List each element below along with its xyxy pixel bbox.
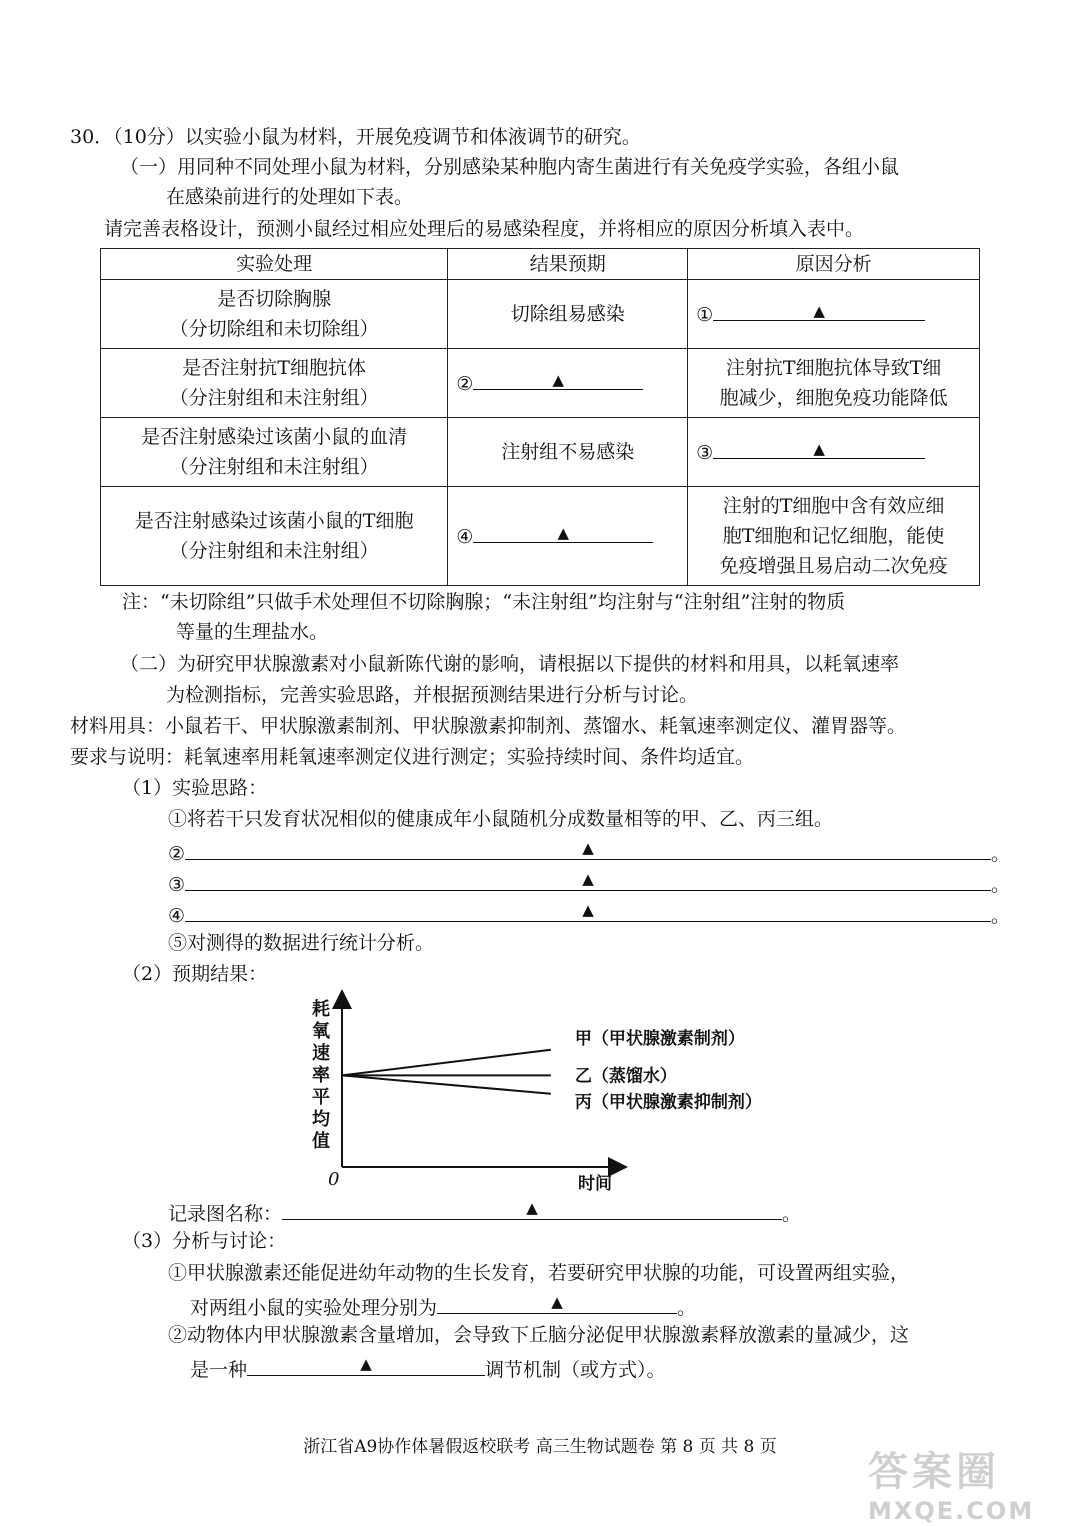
watermark-top: 答案圈	[868, 1449, 1000, 1495]
period: 。	[991, 843, 1011, 865]
result-cell	[448, 349, 688, 418]
treatment-note: （分注射组和未注射组）	[169, 387, 379, 409]
step-5: ⑤对测得的数据进行统计分析。	[168, 932, 435, 954]
series-label: 甲（甲状腺激素制剂）	[574, 1028, 745, 1049]
answer-blank[interactable]	[713, 298, 925, 321]
treatment-note: （分注射组和未注射组）	[169, 456, 379, 478]
requirements-line: 要求与说明：耗氧速率用耗氧速率测定仪进行测定；实验持续时间、条件均适宜。	[70, 746, 755, 768]
triangle-icon: ▲	[582, 839, 594, 857]
origin-label: 0	[328, 1169, 340, 1190]
triangle-icon: ▲	[551, 1293, 563, 1311]
page-footer: 浙江省A9协作体暑假返校联考 高三生物试题卷 第 8 页 共 8 页	[303, 1437, 777, 1457]
part1-line3: 请完善表格设计，预测小鼠经过相应处理后的易感染程度，并将相应的原因分析填入表中。	[104, 218, 865, 240]
part1-line2: 在感染前进行的处理如下表。	[166, 186, 414, 208]
treatment-cell	[101, 349, 448, 418]
answer-blank[interactable]	[185, 899, 991, 922]
blank-number: ④	[168, 905, 186, 927]
analysis-2-text: 是一种	[190, 1359, 248, 1381]
reason-cell	[688, 487, 980, 586]
answer-blank[interactable]	[247, 1353, 485, 1376]
table-row	[101, 418, 980, 487]
treatment-text: 是否注射感染过该菌小鼠的血清	[141, 426, 408, 448]
expected-result-chart	[290, 985, 770, 1195]
analysis-1-text: 对两组小鼠的实验处理分别为	[190, 1297, 438, 1319]
triangle-icon: ▲	[552, 371, 565, 389]
result-cell: 切除组易感染	[448, 280, 688, 349]
table-header: 结果预期	[448, 249, 688, 280]
treatment-cell	[101, 280, 448, 349]
blank-number: ③	[696, 442, 714, 464]
x-axis-label: 时间	[578, 1174, 612, 1194]
watermark-logo	[868, 1440, 1058, 1525]
answer-blank[interactable]	[437, 1291, 677, 1314]
treatment-cell	[101, 418, 448, 487]
record-line	[168, 1197, 801, 1227]
treatment-text: 是否注射感染过该菌小鼠的T细胞	[134, 510, 414, 532]
reason-cell	[688, 280, 980, 349]
triangle-icon: ▲	[557, 524, 570, 542]
analysis-2-text-end: 调节机制（或方式）。	[485, 1359, 666, 1381]
result-cell: 注射组不易感染	[448, 418, 688, 487]
triangle-icon: ▲	[813, 302, 825, 320]
table-row	[101, 280, 980, 349]
table-row	[101, 349, 980, 418]
step-1: ①将若干只发育状况相似的健康成年小鼠随机分成数量相等的甲、乙、丙三组。	[168, 808, 834, 830]
series-line	[342, 1050, 551, 1076]
reason-text: 免疫增强且易启动二次免疫	[719, 555, 948, 577]
answer-blank[interactable]	[473, 520, 653, 543]
step-3	[168, 868, 1010, 898]
triangle-icon: ▲	[526, 1199, 538, 1217]
note-line1: 注：“未切除组”只做手术处理但不切除胸腺；“未注射组”均注射与“注射组”注射的物质	[122, 591, 846, 613]
part1-line1: （一）用同种不同处理小鼠为材料，分别感染某种胞内寄生菌进行有关免疫学实验，各组小鼠	[120, 156, 900, 178]
period: 。	[991, 905, 1011, 927]
answer-blank[interactable]	[185, 868, 991, 891]
triangle-icon: ▲	[582, 901, 594, 919]
series-label: 丙（甲状腺激素抑制剂）	[574, 1092, 762, 1113]
reason-cell	[688, 349, 980, 418]
analysis-2-line1: ②动物体内甲状腺激素含量增加，会导致下丘脑分泌促甲状腺激素释放激素的量减少，这	[168, 1324, 910, 1346]
step-2	[168, 837, 1010, 867]
reason-text: 胞减少，细胞免疫功能降低	[719, 387, 948, 409]
reason-cell	[688, 418, 980, 487]
analysis-title: （3）分析与讨论：	[122, 1230, 287, 1252]
answer-blank[interactable]	[473, 367, 643, 390]
analysis-1-line2	[190, 1291, 696, 1321]
table-header: 原因分析	[688, 249, 980, 280]
triangle-icon: ▲	[582, 870, 594, 888]
reason-text: 胞T细胞和记忆细胞，能使	[722, 525, 945, 547]
treatment-text: 是否注射抗T细胞抗体	[182, 357, 366, 379]
treatment-text: 是否切除胸腺	[217, 288, 332, 310]
answer-blank[interactable]	[185, 837, 991, 860]
note-line2: 等量的生理盐水。	[176, 621, 329, 643]
result-cell	[448, 487, 688, 586]
treatment-note: （分切除组和未切除组）	[169, 318, 379, 340]
y-axis-label: 耗氧速率平均值	[312, 999, 330, 1152]
idea-title: （1）实验思路：	[122, 777, 268, 799]
period: 。	[677, 1297, 697, 1319]
triangle-icon: ▲	[360, 1355, 372, 1373]
period: 。	[991, 874, 1011, 896]
series-line	[342, 1075, 551, 1093]
materials-line: 材料用具：小鼠若干、甲状腺激素制剂、甲状腺激素抑制剂、蒸馏水、耗氧速率测定仪、灌胃器等。	[70, 715, 907, 737]
experiment-table	[100, 248, 980, 586]
result-title: （2）预期结果：	[122, 963, 268, 985]
answer-blank[interactable]	[713, 436, 925, 459]
table-header: 实验处理	[101, 249, 448, 280]
blank-number: ②	[168, 843, 186, 865]
series-label: 乙（蒸馏水）	[574, 1066, 677, 1087]
answer-blank[interactable]	[282, 1197, 782, 1220]
reason-text: 注射的T细胞中含有效应细	[722, 495, 945, 517]
blank-number: ①	[696, 304, 714, 326]
blank-number: ②	[456, 373, 474, 395]
treatment-cell	[101, 487, 448, 586]
reason-text: 注射抗T细胞抗体导致T细	[725, 357, 942, 379]
triangle-icon: ▲	[813, 440, 825, 458]
watermark-bottom: MXQE.COM	[868, 1497, 1035, 1525]
analysis-1-line1: ①甲状腺激素还能促进幼年动物的生长发育，若要研究甲状腺的功能，可设置两组实验，	[168, 1262, 910, 1284]
record-label: 记录图名称：	[168, 1203, 283, 1225]
step-4	[168, 899, 1010, 929]
period: 。	[782, 1203, 802, 1225]
analysis-2-line2	[190, 1353, 666, 1383]
treatment-note: （分注射组和未注射组）	[169, 540, 379, 562]
blank-number: ④	[456, 526, 474, 548]
part2-line2: 为检测指标，完善实验思路，并根据预测结果进行分析与讨论。	[166, 684, 699, 706]
blank-number: ③	[168, 874, 186, 896]
question-intro: 30．（10分）以实验小鼠为材料，开展免疫调节和体液调节的研究。	[70, 126, 641, 148]
table-header-row	[101, 249, 980, 280]
table-row	[101, 487, 980, 586]
part2-line1: （二）为研究甲状腺激素对小鼠新陈代谢的影响，请根据以下提供的材料和用具，以耗氧速率	[120, 653, 900, 675]
